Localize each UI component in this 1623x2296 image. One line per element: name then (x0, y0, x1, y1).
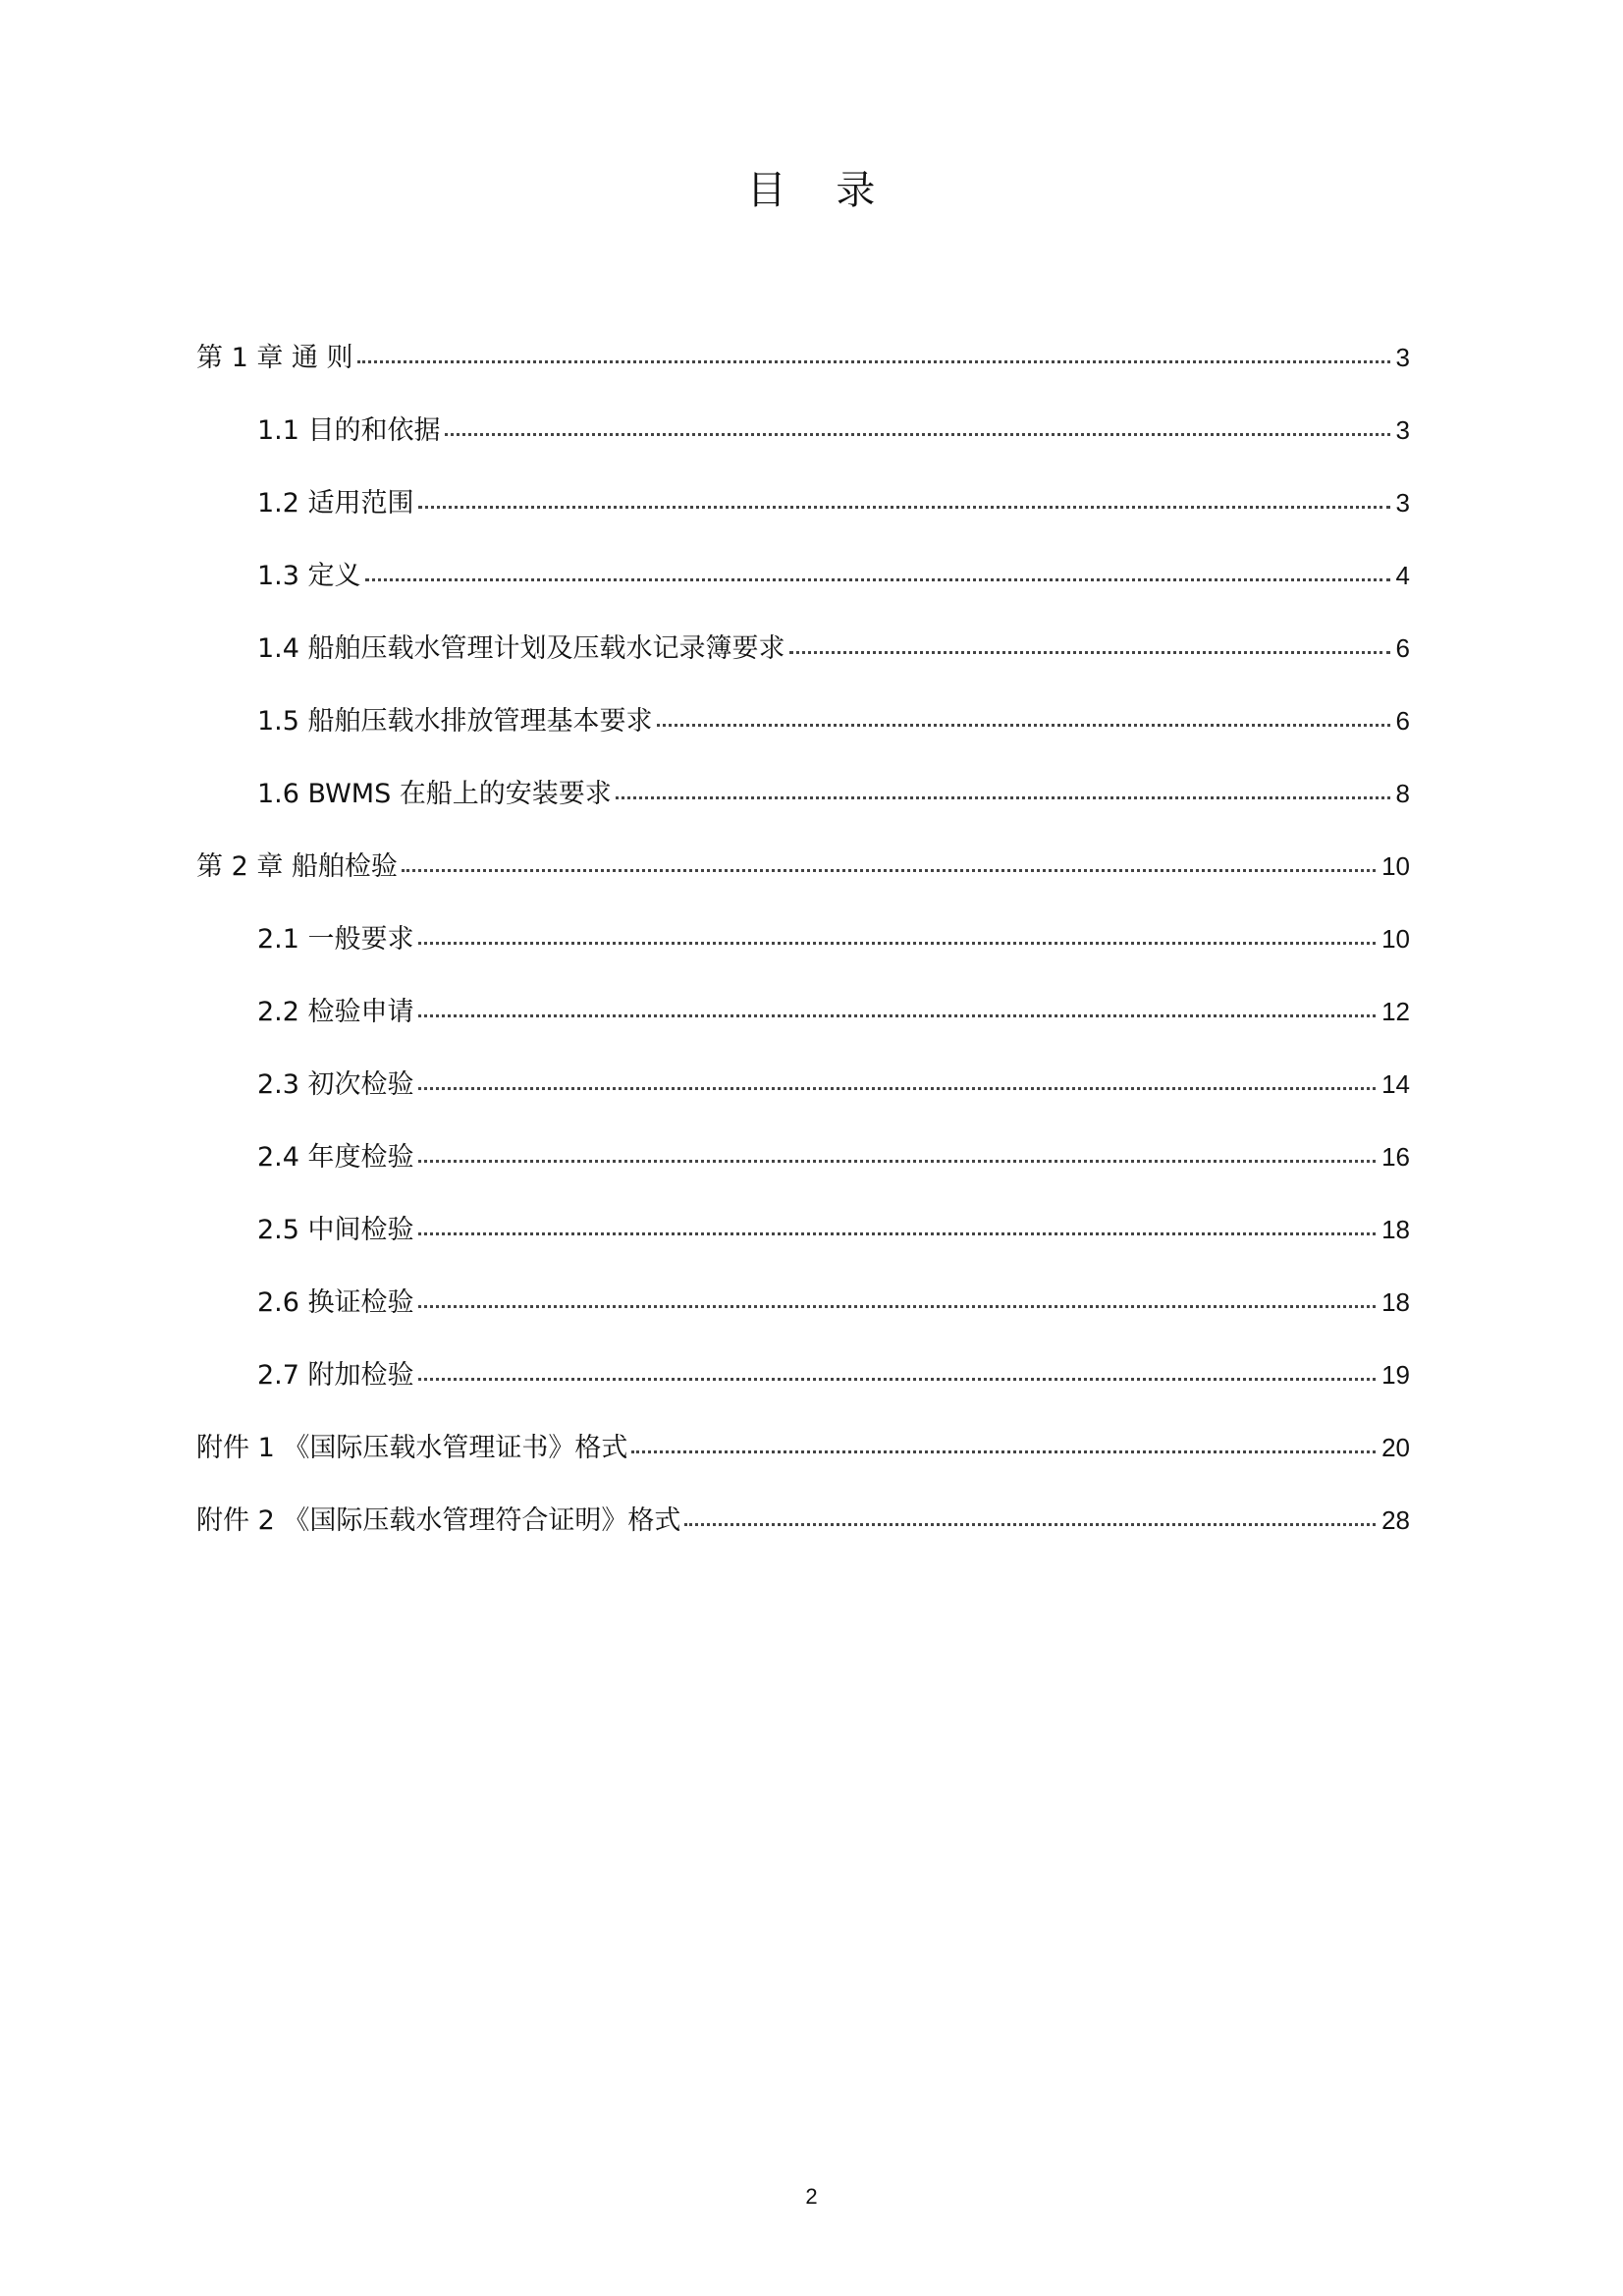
toc-entry-page: 3 (1395, 488, 1410, 518)
toc-entry-page: 19 (1381, 1360, 1410, 1390)
toc-entry-page: 3 (1395, 415, 1410, 445)
toc-entry-2-6[interactable] (257, 1283, 1410, 1322)
dot-leader (402, 869, 1376, 872)
toc-entry-1-2[interactable] (257, 483, 1410, 522)
dot-leader (357, 360, 1390, 363)
toc-entry-page: 6 (1395, 706, 1410, 736)
dot-leader (684, 1523, 1376, 1526)
toc-entry-1-5[interactable] (257, 701, 1410, 740)
toc-entry-page: 20 (1381, 1433, 1410, 1462)
toc-entry-label: 1.4 船舶压载水管理计划及压载水记录簿要求 (257, 633, 785, 664)
toc-entry-annex-1[interactable] (196, 1428, 1410, 1467)
toc-entry-2-5[interactable] (257, 1210, 1410, 1249)
toc-entry-2-2[interactable] (257, 992, 1410, 1031)
toc-entry-annex-2[interactable] (196, 1501, 1410, 1540)
dot-leader (418, 1014, 1377, 1017)
toc-entry-2-4[interactable] (257, 1137, 1410, 1176)
dot-leader (631, 1450, 1376, 1453)
toc-entry-1-3[interactable] (257, 556, 1410, 595)
dot-leader (418, 506, 1390, 509)
dot-leader (418, 1305, 1377, 1308)
toc-entry-label: 1.1 目的和依据 (257, 415, 441, 446)
toc-entry-label: 1.6 BWMS 在船上的安装要求 (257, 779, 612, 809)
toc-entry-page: 28 (1381, 1505, 1410, 1535)
toc-entry-label: 附件 1 《国际压载水管理证书》格式 (196, 1433, 628, 1463)
toc-entry-label: 附件 2 《国际压载水管理符合证明》格式 (196, 1505, 681, 1536)
toc-entry-2-1[interactable] (257, 919, 1410, 958)
toc-entry-2-3[interactable] (257, 1065, 1410, 1104)
toc-entry-1-1[interactable] (257, 410, 1410, 450)
toc-entry-page: 6 (1395, 633, 1410, 663)
dot-leader (365, 578, 1390, 581)
toc-entry-page: 14 (1381, 1069, 1410, 1099)
page-number: 2 (805, 2184, 818, 2209)
toc-entry-page: 16 (1381, 1142, 1410, 1172)
toc-entry-label: 2.7 附加检验 (257, 1360, 414, 1391)
dot-leader (789, 651, 1390, 654)
dot-leader (418, 1160, 1377, 1163)
toc-entry-page: 10 (1381, 924, 1410, 954)
toc-entry-chapter-2[interactable] (196, 847, 1410, 886)
dot-leader (445, 433, 1390, 436)
toc-entry-label: 第 2 章 船舶检验 (196, 851, 398, 882)
toc-entry-label: 2.1 一般要求 (257, 924, 414, 955)
page-title: 目 录 (746, 168, 877, 213)
toc-entry-2-7[interactable] (257, 1355, 1410, 1394)
toc-entry-1-4[interactable] (257, 629, 1410, 668)
toc-entry-1-6[interactable] (257, 774, 1410, 813)
toc-entry-label: 2.5 中间检验 (257, 1215, 414, 1245)
toc-entry-page: 4 (1395, 561, 1410, 590)
dot-leader (657, 724, 1390, 727)
toc-entry-label: 1.2 适用范围 (257, 488, 414, 519)
toc-entry-page: 12 (1381, 997, 1410, 1026)
toc-entry-label: 2.3 初次检验 (257, 1069, 414, 1100)
dot-leader (418, 1232, 1377, 1235)
toc-entry-label: 1.5 船舶压载水排放管理基本要求 (257, 706, 653, 737)
toc-entry-label: 2.6 换证检验 (257, 1287, 414, 1318)
toc-entry-label: 1.3 定义 (257, 561, 361, 591)
toc-entry-label: 2.2 检验申请 (257, 997, 414, 1027)
dot-leader (418, 1087, 1377, 1090)
toc-entry-label: 第 1 章 通 则 (196, 343, 353, 373)
toc-entry-chapter-1[interactable] (196, 338, 1410, 377)
toc-entry-page: 10 (1381, 851, 1410, 881)
toc-entry-page: 18 (1381, 1287, 1410, 1317)
toc-entry-label: 2.4 年度检验 (257, 1142, 414, 1173)
toc-entry-page: 18 (1381, 1215, 1410, 1244)
dot-leader (418, 1378, 1377, 1381)
dot-leader (616, 796, 1390, 799)
toc-entry-page: 3 (1395, 343, 1410, 372)
dot-leader (418, 942, 1377, 945)
toc-entry-page: 8 (1395, 779, 1410, 808)
